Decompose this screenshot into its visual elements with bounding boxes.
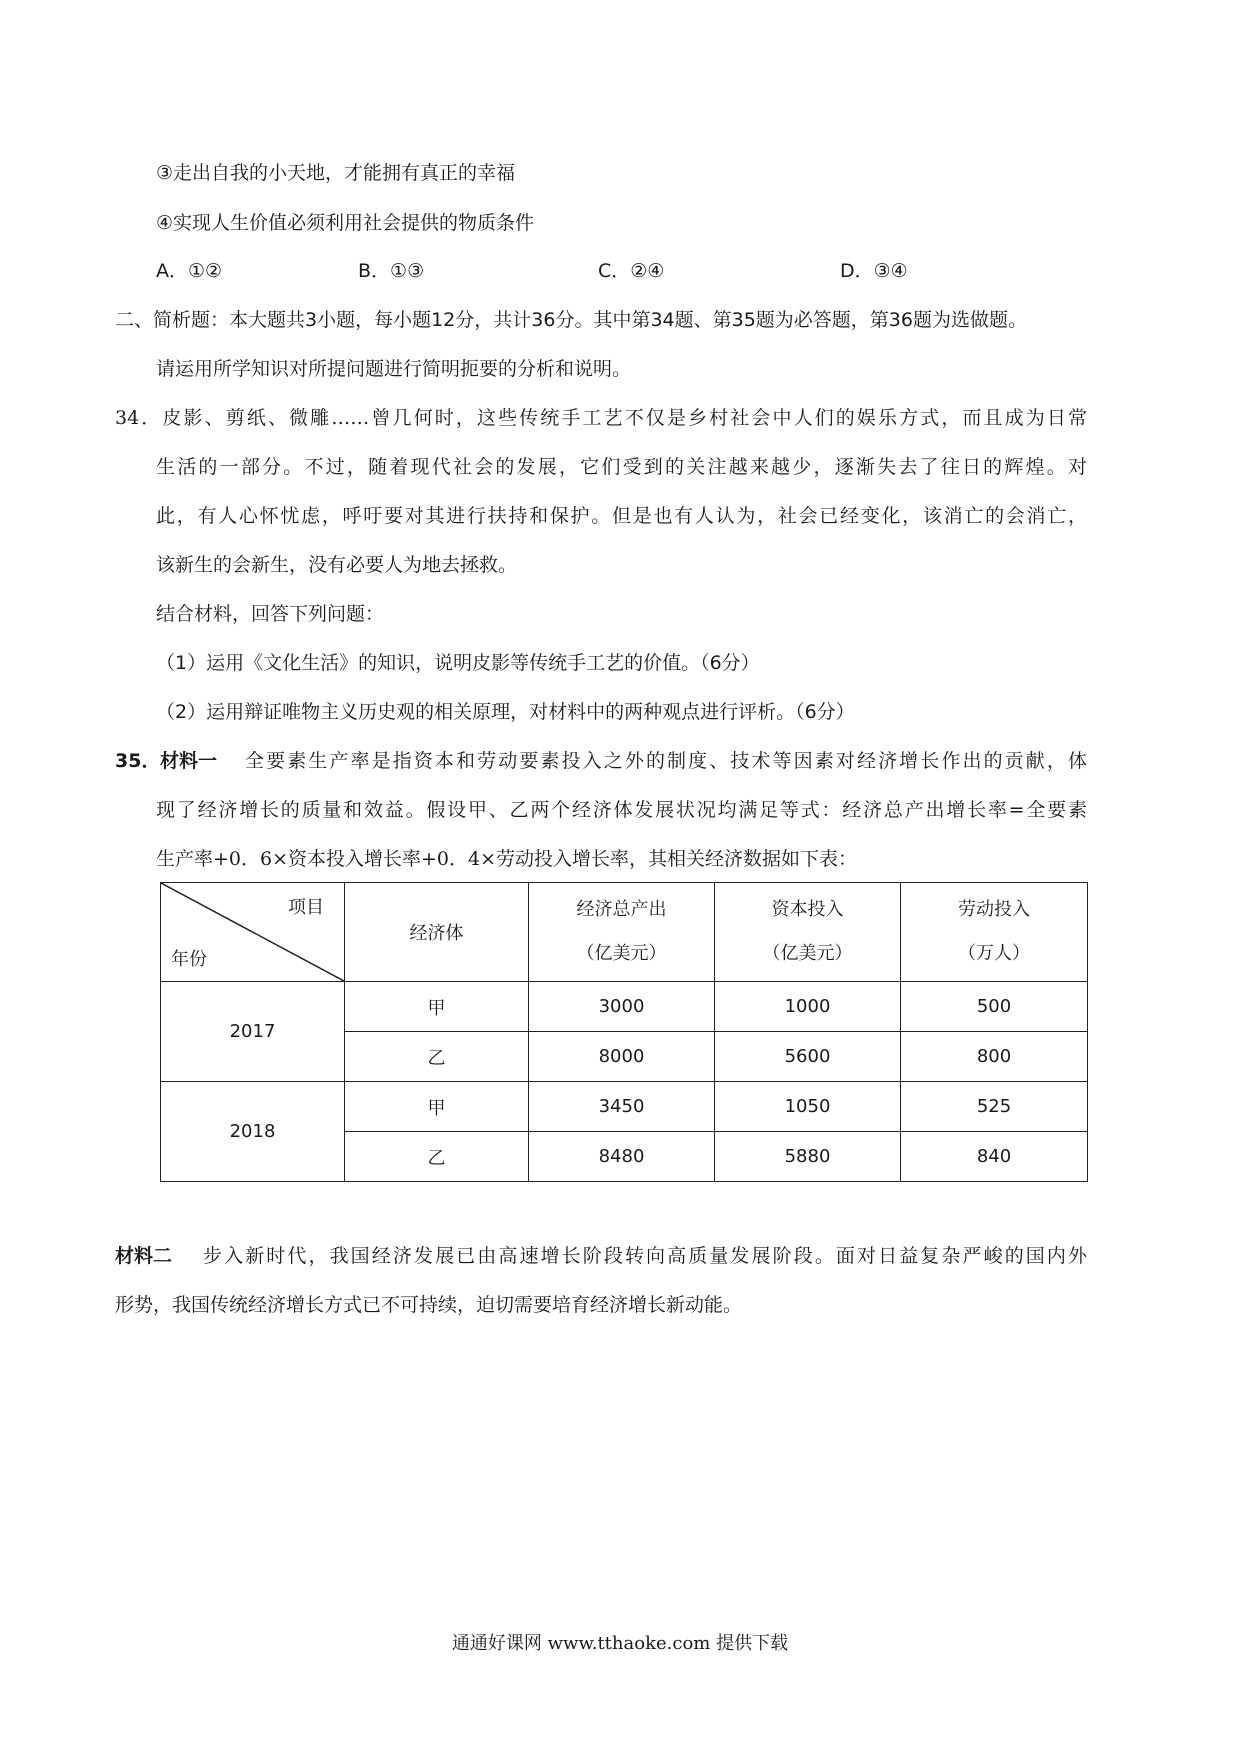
header-economy: 经济体 <box>345 883 529 982</box>
year-cell-2017: 2017 <box>161 982 345 1082</box>
q34-sub-question-1: （1）运用《文化生活》的知识，说明皮影等传统手工艺的价值。（6分） <box>156 652 760 674</box>
material-1-label: 材料一 <box>160 750 218 772</box>
page-footer: 通通好课网 www.tthaoke.com 提供下载 <box>451 1633 789 1654</box>
header-capital-unit: （亿美元） <box>762 943 853 964</box>
header-capital <box>715 883 901 982</box>
q34-line-4: 该新生的会新生，没有必要人为地去拯救。 <box>156 554 518 576</box>
q35-number: 35． <box>115 750 161 772</box>
material-1-line-2: 现了经济增长的质量和效益。假设甲、乙两个经济体发展状况均满足等式：经济总产出增长率=全要素 <box>156 799 1087 821</box>
q34-line-3: 此，有人心怀忧虑，呼吁要对其进行扶持和保护。但是也有人认为，社会已经变化，该消亡的会消亡， <box>156 505 1087 527</box>
header-labor <box>901 883 1088 982</box>
header-labor-title: 劳动投入 <box>958 899 1030 920</box>
section-heading: 二、简析题：本大题共3小题，每小题12分，共计36分。其中第34题、第35题为必答题，第36题为选做题。 <box>115 309 1027 331</box>
output-cell: 3450 <box>529 1082 715 1132</box>
header-output <box>529 883 715 982</box>
material-2-label: 材料二 <box>115 1245 173 1267</box>
capital-cell: 5880 <box>715 1132 901 1182</box>
capital-cell: 5600 <box>715 1032 901 1082</box>
header-output-unit: （亿美元） <box>576 943 667 964</box>
material-2-line-2: 形势，我国传统经济增长方式已不可持续，迫切需要培育经济增长新动能。 <box>115 1294 743 1316</box>
corner-header-cell <box>161 883 345 982</box>
labor-cell: 800 <box>901 1032 1088 1082</box>
section-instruction: 请运用所学知识对所提问题进行简明扼要的分析和说明。 <box>156 358 632 380</box>
capital-cell: 1050 <box>715 1082 901 1132</box>
capital-cell: 1000 <box>715 982 901 1032</box>
output-cell: 3000 <box>529 982 715 1032</box>
corner-label-year: 年份 <box>171 949 207 970</box>
q34-line-1: 34．皮影、剪纸、微雕……曾几何时，这些传统手工艺不仅是乡村社会中人们的娱乐方式，而且成为日常 <box>115 407 1087 429</box>
material-2-line-1: 步入新时代，我国经济发展已由高速增长阶段转向高质量发展阶段。面对日益复杂严峻的国内外 <box>203 1245 1087 1267</box>
year-cell-2018: 2018 <box>161 1082 345 1182</box>
output-cell: 8480 <box>529 1132 715 1182</box>
choice-a: A．①② <box>156 260 223 282</box>
table-row <box>161 982 1088 1032</box>
economy-cell: 乙 <box>345 1132 529 1182</box>
q34-sub-question-2: （2）运用辩证唯物主义历史观的相关原理，对材料中的两种观点进行评析。（6分） <box>156 701 855 723</box>
output-cell: 8000 <box>529 1032 715 1082</box>
header-capital-title: 资本投入 <box>771 899 844 920</box>
material-1-line-1: 全要素生产率是指资本和劳动要素投入之外的制度、技术等因素对经济增长作出的贡献，体 <box>245 750 1087 772</box>
table-row <box>161 1082 1088 1132</box>
option-item-4: ④实现人生价值必须利用社会提供的物质条件 <box>156 212 535 234</box>
labor-cell: 525 <box>901 1082 1088 1132</box>
corner-label-item: 项目 <box>288 897 324 918</box>
material-1-line-3: 生产率+0．6×资本投入增长率+0．4×劳动投入增长率，其相关经济数据如下表： <box>156 848 858 870</box>
economy-cell: 甲 <box>345 982 529 1032</box>
header-output-title: 经济总产出 <box>576 899 667 920</box>
labor-cell: 840 <box>901 1132 1088 1182</box>
choice-c: C．②④ <box>598 260 665 282</box>
header-labor-unit: （万人） <box>958 943 1030 964</box>
table-header-row <box>161 883 1088 982</box>
q34-prompt: 结合材料，回答下列问题： <box>156 603 385 625</box>
economy-cell: 甲 <box>345 1082 529 1132</box>
economy-cell: 乙 <box>345 1032 529 1082</box>
labor-cell: 500 <box>901 982 1088 1032</box>
economic-data-table <box>160 882 1088 1182</box>
option-item-3: ③走出自我的小天地，才能拥有真正的幸福 <box>156 162 516 184</box>
choice-b: B．①③ <box>358 260 425 282</box>
choice-d: D．③④ <box>840 260 908 282</box>
q34-line-2: 生活的一部分。不过，随着现代社会的发展，它们受到的关注越来越少，逐渐失去了往日的辉煌。对 <box>156 456 1087 478</box>
